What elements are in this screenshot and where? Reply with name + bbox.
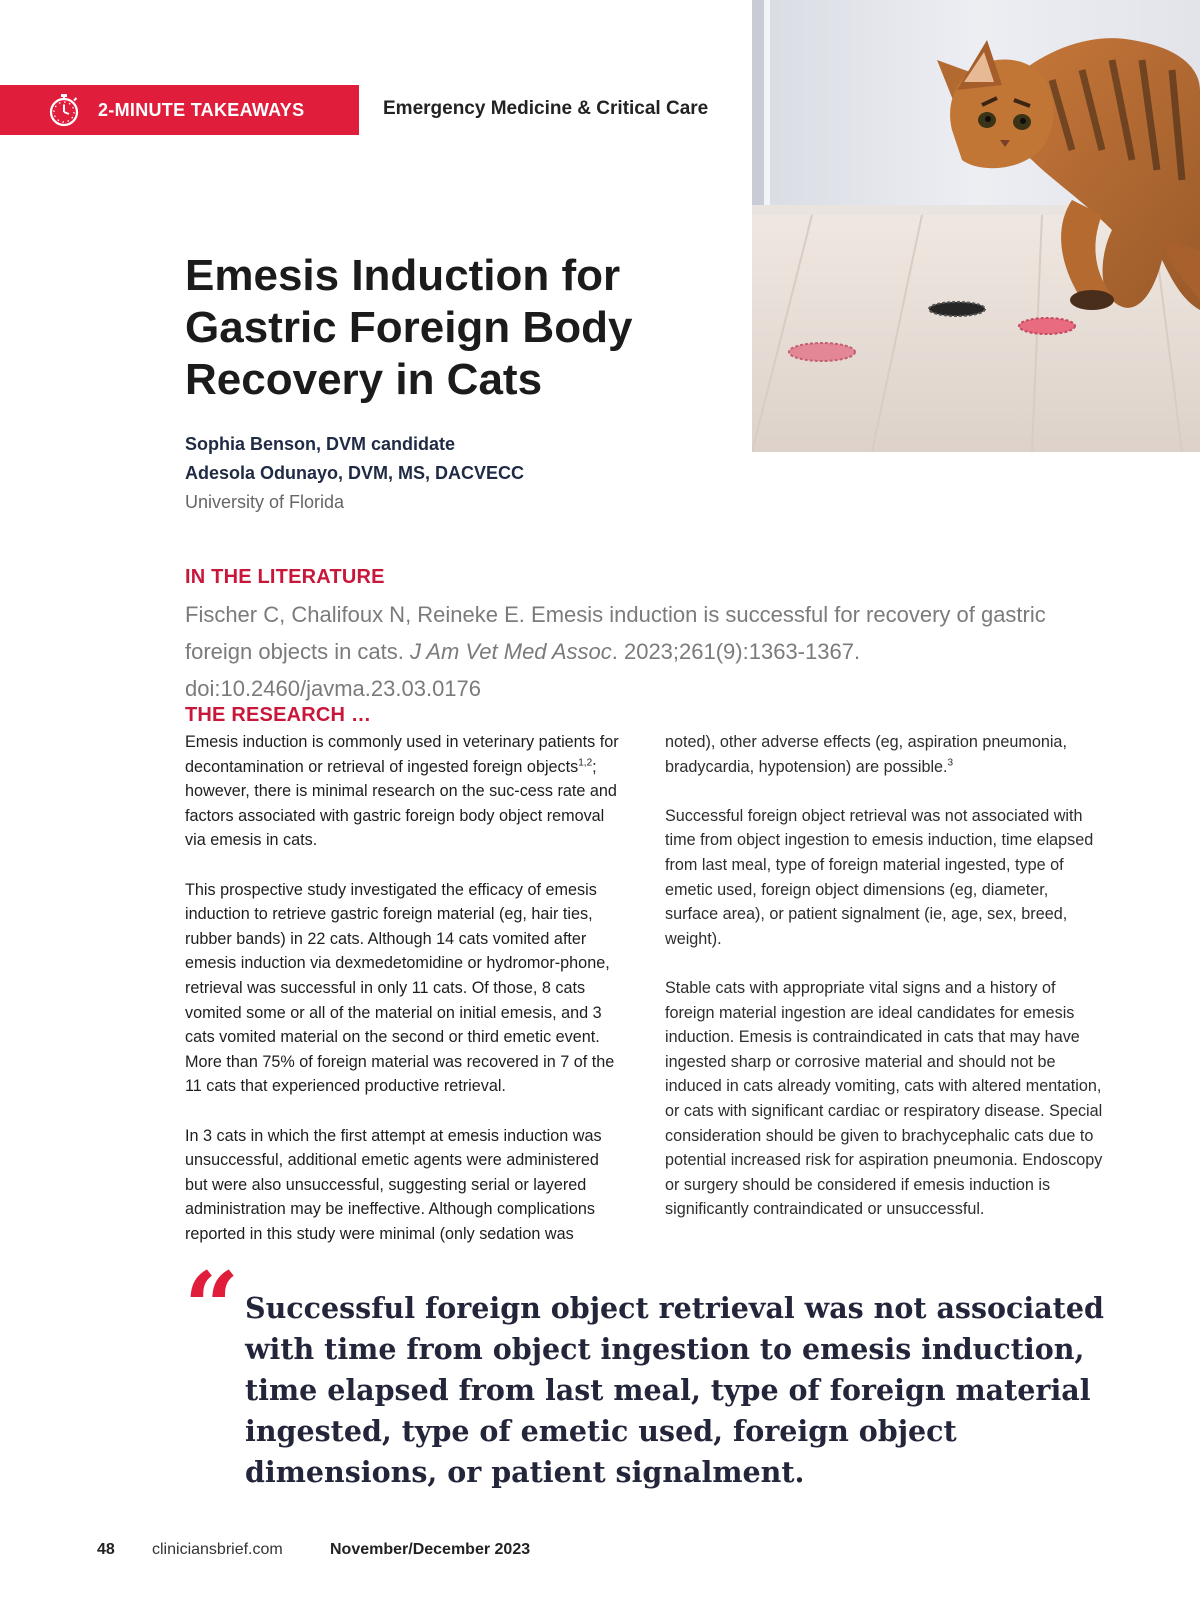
body-text: Emesis induction is commonly used in veterinary patients for decontamination or retrieval of ingested foreign objects	[185, 733, 619, 776]
literature-heading: IN THE LITERATURE	[185, 566, 385, 588]
citation-superscript: 3	[947, 757, 954, 769]
body-paragraph	[185, 730, 625, 853]
issue-date: November/December 2023	[330, 1541, 531, 1558]
body-paragraph: Successful foreign object retrieval was not associated with time from object ingestion to emesis induction, time elapsed from last meal, type of foreign material ingested, type of emetic used, foreign object dimensions (eg, diameter, surface area), or patient signalment (ie, age, sex, breed, weight).	[665, 806, 1094, 948]
body-paragraph	[665, 730, 1105, 779]
stopwatch-icon	[46, 92, 82, 128]
page-number: 48	[97, 1541, 115, 1558]
cat-photo	[752, 0, 1200, 452]
body-text: noted), other adverse effects (eg, aspiration pneumonia, bradycardia, hypotension) are possible.	[665, 733, 1067, 776]
body-text: ; however, there is minimal research on the suc-cess rate and factors associated with gastric foreign body object removal via emesis in cats.	[185, 757, 617, 850]
author-name: Adesola Odunayo, DVM, MS, DACVECC	[185, 463, 525, 483]
body-paragraph: Stable cats with appropriate vital signs and a history of foreign material ingestion are ideal candidates for emesis induction. Emesis is contraindicated in cats that may have ingested sharp or corrosive material and should not be induced in cats already vomiting, cats with altered mentation, or cats with significant cardiac or respiratory disease. Special consideration should be given to brachycephalic cats due to potential increased risk for aspiration pneumonia. Endoscopy or surgery should be considered if emesis induction is significantly contraindicated or unsuccessful.	[665, 978, 1103, 1219]
author-name: Sophia Benson, DVM candidate	[185, 434, 456, 454]
author-block	[185, 430, 524, 517]
quote-mark-icon: “	[184, 1251, 240, 1364]
left-column	[185, 730, 625, 1271]
author-affiliation: University of Florida	[185, 492, 345, 512]
research-heading: THE RESEARCH …	[185, 704, 372, 726]
section-label: Emergency Medicine & Critical Care	[383, 98, 709, 119]
takeaways-banner	[0, 85, 359, 135]
citation-journal: J Am Vet Med Assoc	[410, 639, 612, 664]
citation-superscript: 1,2	[578, 757, 593, 769]
site-link[interactable]: cliniciansbrief.com	[152, 1541, 283, 1558]
body-paragraph: This prospective study investigated the efficacy of emesis induction to retrieve gastric foreign material (eg, hair ties, rubber bands) in 22 cats. Although 14 cats vomited after emesis induction via dexmedetomidine or hydromor-phone, retrieval was successful in only 11 cats. Of those, 8 cats vomited some or all of the material on initial emesis, and 3 cats vomited material on the second or third emetic event. More than 75% of foreign material was recovered in 7 of the 11 cats that experienced productive retrieval.	[185, 880, 615, 1096]
citation-details: . 2023;261(9):1363-1367. doi:10.2460/javma.23.03.0176	[185, 639, 861, 701]
citation-authors-title: Fischer C, Chalifoux N, Reineke E. Emesis induction is successful for recovery of gastric foreign objects in cats.	[185, 602, 1046, 664]
right-column	[665, 730, 1105, 1246]
article-title: Emesis Induction for Gastric Foreign Body Recovery in Cats	[185, 251, 633, 404]
literature-citation	[185, 596, 1115, 707]
banner-label: 2-MINUTE TAKEAWAYS	[98, 99, 305, 120]
pull-quote: Successful foreign object retrieval was not associated with time from object ingestion to emesis induction, time elapsed from last meal, type of foreign material ingested, type of emetic used, foreign object dimensions, or patient signalment.	[245, 1291, 1104, 1489]
body-paragraph: In 3 cats in which the first attempt at emesis induction was unsuccessful, additional emetic agents were administered but were also unsuccessful, suggesting serial or layered administration may be ineffective. Although complications reported in this study were minimal (only sedation was	[185, 1126, 602, 1243]
